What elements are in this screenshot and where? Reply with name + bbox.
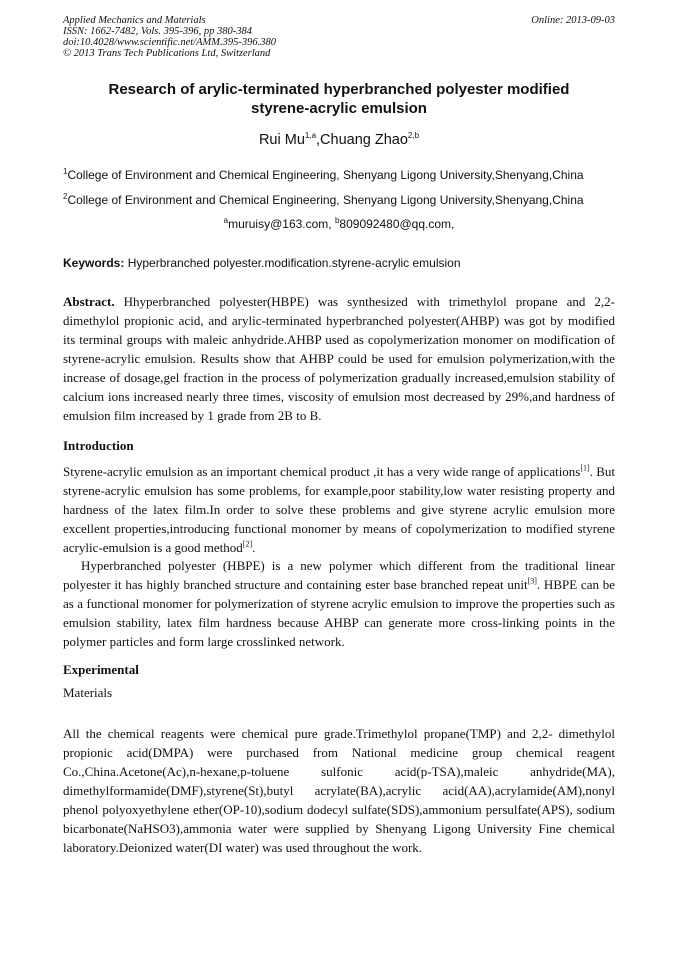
- experimental-heading: Experimental: [63, 662, 139, 677]
- paper-title: [63, 80, 615, 118]
- materials-paragraph: All the chemical reagents were chemical pure grade.Trimethylol propane(TMP) and 2,2- dimethylol propionic acid(DMPA) were purchased from National medicine group chemical reagent Co.,China.Acetone(Ac),n-hexane,p-toluene sulfonic acid(p-TSA),maleic anhydride(MA), dimethylformamide(DMF),styrene(St),butyl acrylate(BA),acrylic acid(AA),acrylamide(AM),nonyl phenol polyoxyethylene ether(OP-10),sodium dodecyl sulfate(SDS),ammonium persulfate(APS), sodium bicarbonate(NaHSO3),ammonia water were supplied by Shenyang Ligong University Fine chemical laboratory.Deionized water(DI water) was used throughout the work.: [63, 726, 615, 855]
- author-1-sup: 1,a: [304, 131, 317, 141]
- keywords-label: Keywords:: [63, 256, 125, 270]
- email-a[interactable]: muruisy@163.com,: [228, 217, 335, 231]
- intro-p2-text-a: Hyperbranched polyester (HBPE) is a new polymer which different from the traditional linear polyester it has highly branched structure and containing ester base branched repeat unit: [63, 558, 615, 592]
- author-2-sup: 2,b: [407, 131, 420, 141]
- author-separator: ,: [316, 132, 321, 148]
- author-1-name: Rui Mu: [258, 132, 305, 148]
- intro-p1-text-a: Styrene-acrylic emulsion as an important chemical product ,it has a very wide range of applications: [63, 464, 581, 479]
- title-line-2: styrene-acrylic emulsion: [251, 100, 427, 117]
- affiliation-1-text: College of Environment and Chemical Engineering, Shenyang Ligong University,Shenyang,China: [67, 168, 584, 182]
- email-b-sup: b: [334, 216, 340, 225]
- citation-1[interactable]: [1]: [580, 463, 590, 473]
- citation-3[interactable]: [3]: [527, 576, 537, 586]
- citation-2[interactable]: [2]: [242, 539, 253, 549]
- materials-subheading: Materials: [63, 685, 113, 700]
- keywords-text: Hyperbranched polyester.modification.styrene-acrylic emulsion: [124, 256, 461, 270]
- author-2-name: Chuang Zhao: [320, 132, 408, 148]
- email-b[interactable]: 809092480@qq.com,: [339, 217, 455, 231]
- introduction-paragraph-2: [63, 556, 615, 651]
- intro-p2-text-b: . HBPE can be as a functional monomer for polymerization of styrene acrylic emulsion to improve the properties such as emulsion stability, latex film hardness because AHBP can generate more cross-linking points in the polymer particles and form large crosslinked network.: [63, 577, 615, 649]
- email-a-sup: a: [223, 216, 229, 225]
- doi-line: doi:10.4028/www.scientific.net/AMM.395-396.380: [63, 37, 276, 48]
- intro-p1-text-c: .: [252, 540, 256, 555]
- author-emails: [63, 217, 615, 231]
- keywords: [63, 256, 615, 270]
- issn-line: ISSN: 1662-7482, Vols. 395-396, pp 380-384: [63, 26, 252, 37]
- page-header: [63, 15, 615, 59]
- title-line-1: Research of arylic-terminated hyperbranched polyester modified: [108, 81, 570, 98]
- intro-p1-text-b: . But styrene-acrylic emulsion has some problems, for example,poor stability,low water resisting property and hardness of the latex film.In order to solve these problems and give styrene acrylic emulsion more excellent properties,introducing functional monomer by means of copolymerization to modified styrene acrylic-emulsion is a good method: [63, 464, 615, 555]
- affiliation-2-num: 2: [63, 192, 68, 201]
- abstract: [63, 292, 615, 425]
- journal-name: Applied Mechanics and Materials: [63, 15, 206, 26]
- affiliation-1: [63, 168, 615, 182]
- abstract-text: Hhyperbranched polyester(HBPE) was synthesized with trimethylol propane and 2,2-dimethylol propionic acid, and arylic-terminated hyperbranched polyester(AHBP) was got by modified its terminal groups with maleic anhydride.AHBP used as copolymerization monomer on modification of styrene-acrylic emulsion. Results show that AHBP could be used for emulsion polymerization,with the increase of dosage,gel fraction in the process of polymerization gradually increased,emulsion stability of calcium ions increased nearly three times, viscosity of emulsion most decreased by 29%,and hardness of emulsion film increased by 1 grade from 2B to B.: [63, 294, 615, 423]
- online-date: Online: 2013-09-03: [531, 15, 615, 26]
- introduction-paragraph-1: [63, 462, 615, 557]
- abstract-label: Abstract.: [63, 294, 115, 309]
- affiliation-1-num: 1: [63, 167, 68, 176]
- introduction-heading: Introduction: [63, 438, 134, 453]
- author-list: [63, 132, 615, 148]
- affiliation-2: [63, 193, 615, 207]
- copyright-line: © 2013 Trans Tech Publications Ltd, Switzerland: [63, 48, 271, 59]
- affiliation-2-text: College of Environment and Chemical Engineering, Shenyang Ligong University,Shenyang,China: [67, 193, 584, 207]
